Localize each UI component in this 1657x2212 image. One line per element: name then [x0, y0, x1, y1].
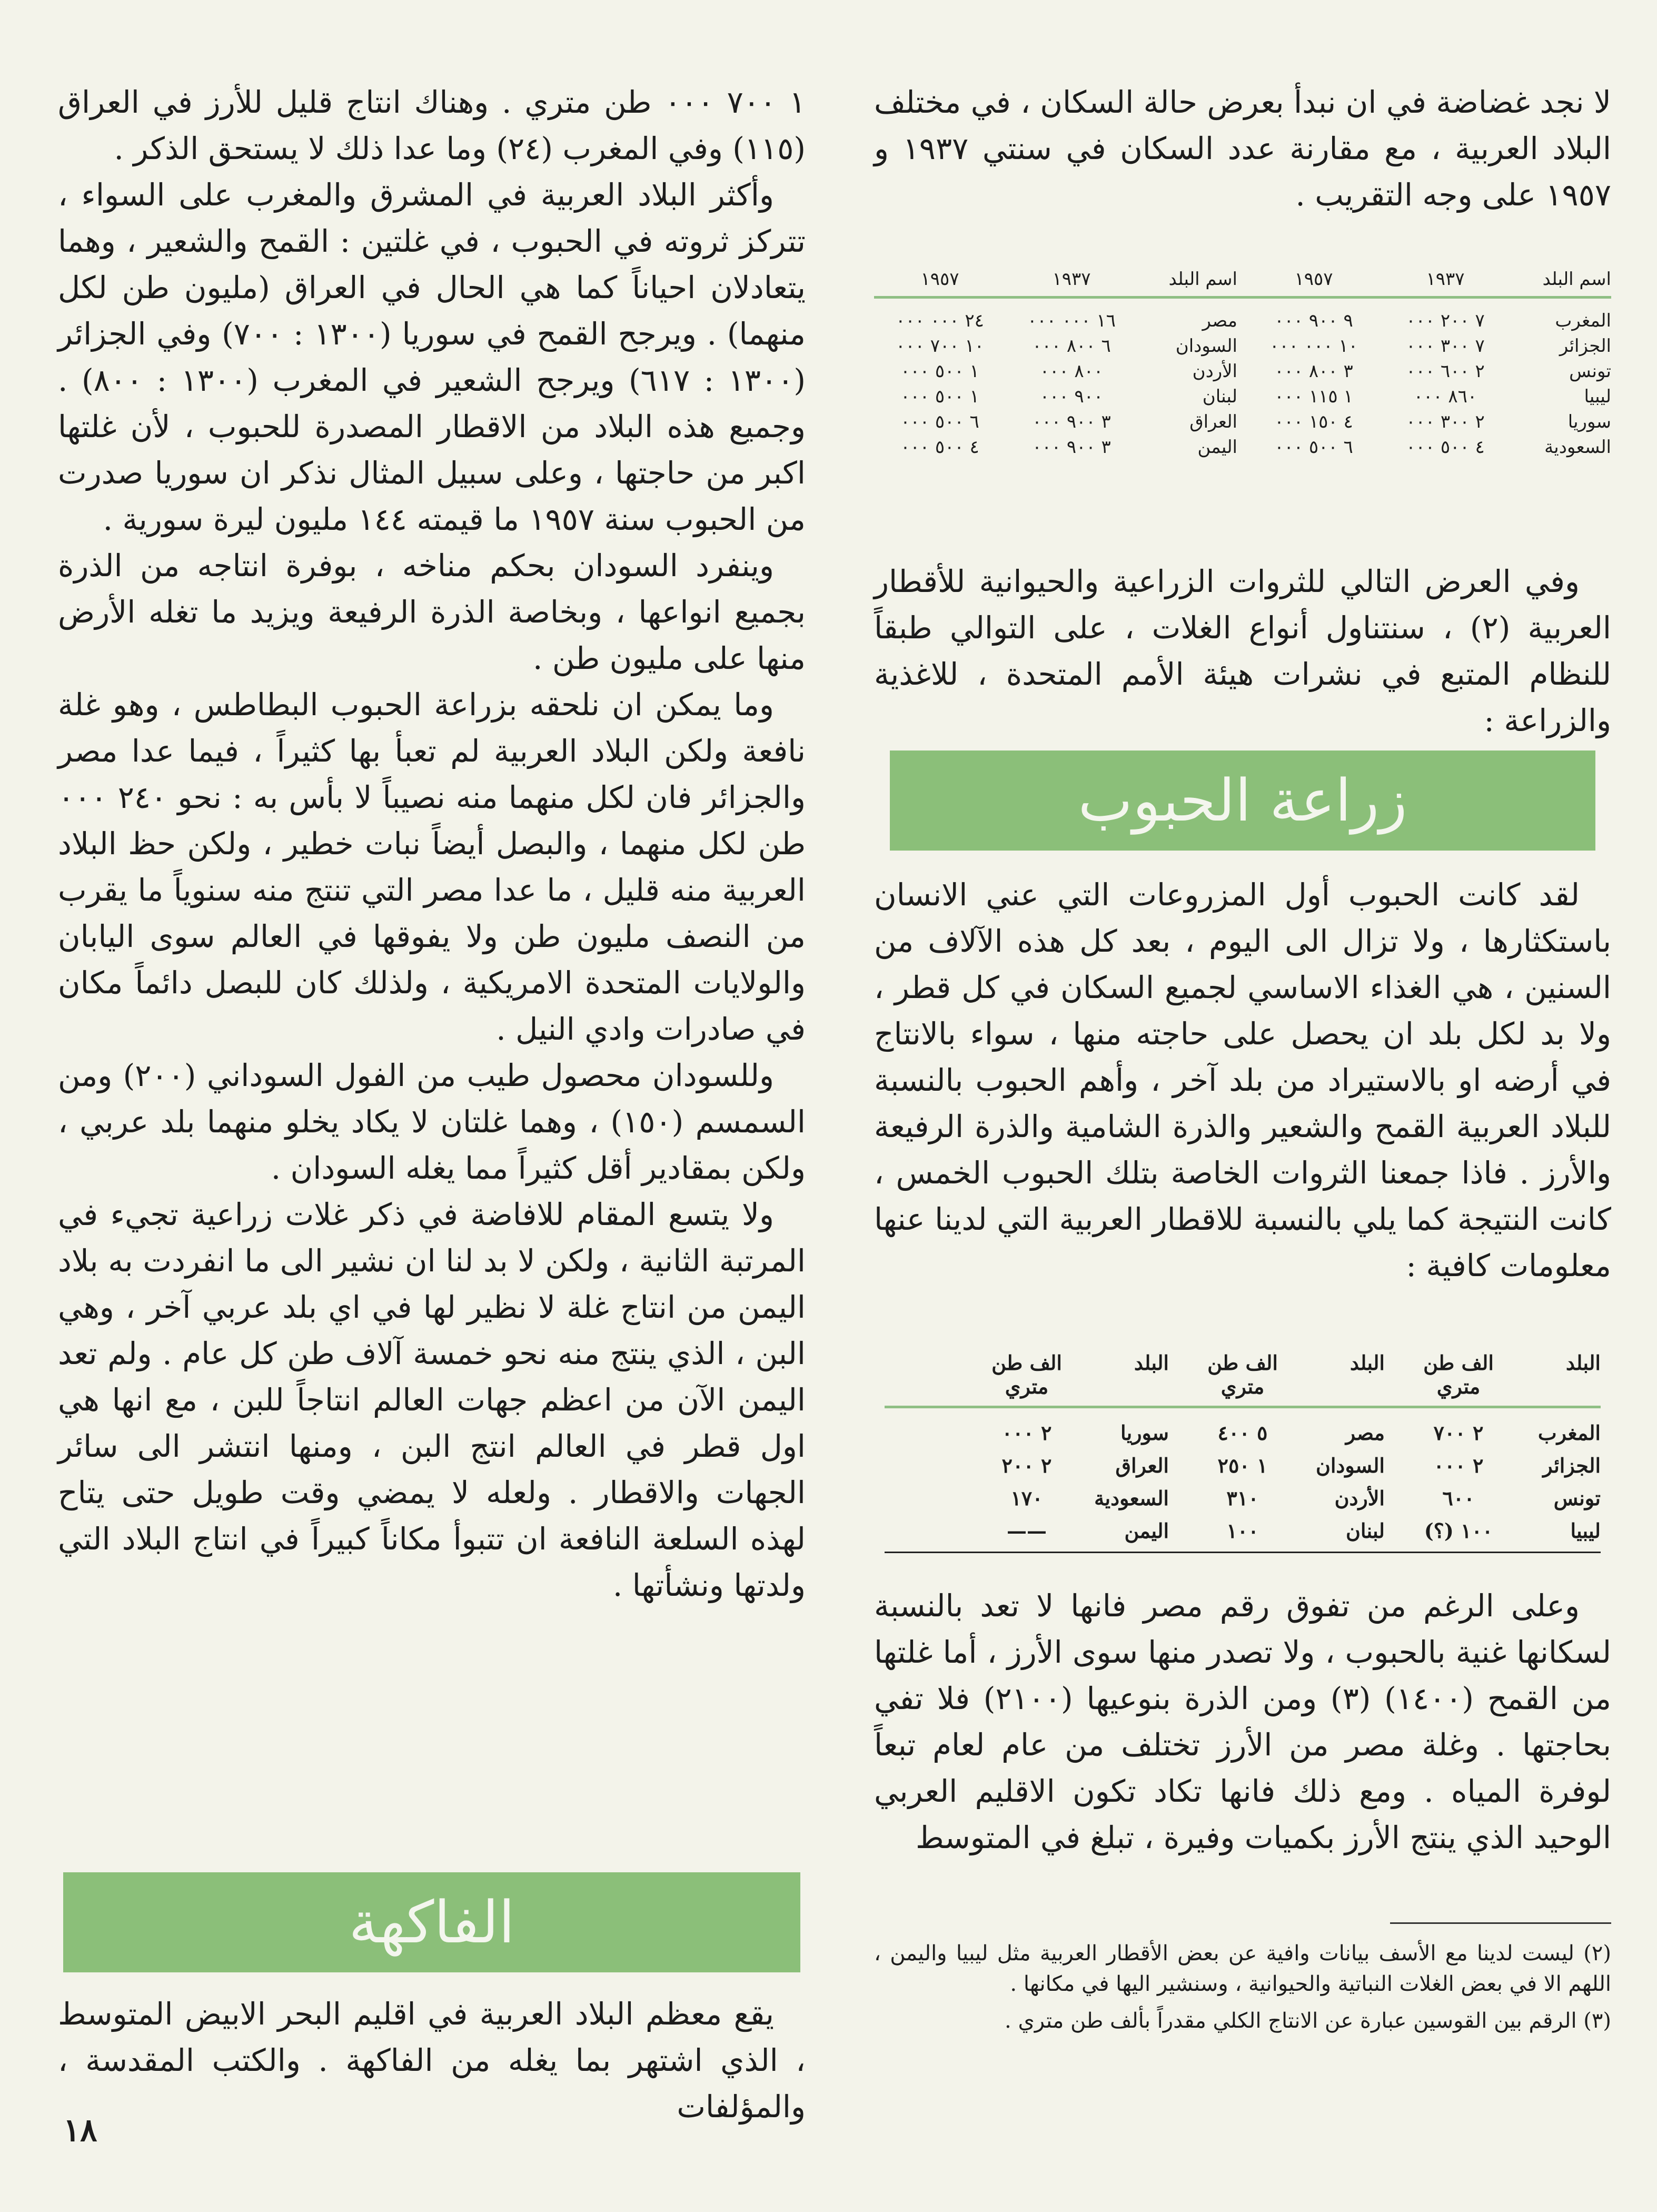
grain-row: [885, 1449, 1601, 1482]
population-table-header: [874, 269, 1611, 299]
population-cell: ٤ ٥٠٠ ٠٠٠: [1406, 437, 1485, 458]
grains-section: [874, 872, 1611, 1289]
peanut-sesame-paragraph: وللسودان محصول طيب من الفول السوداني (٢٠٠) ومن السمسم (١٥٠) ، وهما غلتان لا يكاد يخلو منهما بلد عربي ، ولكن بمقادير أقل كثيراً مما يغله السودان .: [58, 1058, 806, 1186]
header-year-1937: ١٩٣٧: [1426, 269, 1465, 290]
section-banner-grains: [890, 750, 1595, 851]
country-cell: لبنان: [1346, 1519, 1385, 1543]
population-row: [874, 333, 1611, 359]
tons-cell: ١٠٠ (؟): [1424, 1519, 1493, 1543]
population-cell: ٦ ٥٠٠ ٠٠٠: [900, 411, 979, 432]
header-year-1957: ١٩٥٧: [1294, 269, 1333, 290]
tons-cell: ١٠٠: [1226, 1519, 1259, 1543]
population-row: [874, 359, 1611, 384]
header-country: اسم البلد: [1542, 269, 1611, 290]
grain-table-header: [885, 1351, 1601, 1408]
country-cell: الجزائر: [1559, 335, 1611, 357]
grain-row: [885, 1482, 1601, 1515]
header-tons: الف طن متري: [991, 1351, 1062, 1398]
tons-cell: ٢ ٠٠٠: [1001, 1421, 1052, 1445]
header-tons: الف طن متري: [1423, 1351, 1494, 1398]
population-cell: ٦ ٥٠٠ ٠٠٠: [1274, 437, 1353, 458]
population-cell: ٣ ٨٠٠ ٠٠٠: [1274, 361, 1353, 382]
population-row: [874, 308, 1611, 333]
tons-cell: ——: [1007, 1519, 1047, 1543]
tons-cell: ١٧٠: [1010, 1486, 1043, 1510]
header-year-1957: ١٩٥٧: [920, 269, 959, 290]
population-cell: ٤ ١٥٠ ٠٠٠: [1274, 411, 1353, 432]
population-cell: ٣ ٩٠٠ ٠٠٠: [1032, 411, 1111, 432]
population-cell: ٧ ٢٠٠ ٠٠٠: [1406, 310, 1485, 331]
sudan-sorghum-paragraph: وينفرد السودان بحكم مناخه ، بوفرة انتاجه من الذرة بجميع انواعها ، وبخاصة الذرة الرفيعة ويزيد ما تغله الأرض منها على مليون طن .: [58, 548, 806, 676]
grains-paragraph: لقد كانت الحبوب أول المزروعات التي عني الانسان باستكثارها ، ولا تزال الى اليوم ، بعد كل هذه الآلاف من السنين ، هي الغذاء الاساسي لجميع السكان في كل قطر ، ولا بد لكل بلد ان يحصل على حاجته منها ، سواء بالانتاج في أرضه او بالاستيراد من بلد آخر ، وأهم الحبوب بالنسبة للبلاد العربية القمح والشعير والذرة الشامية والذرة الرفيعة والأرز . فاذا جمعنا الثروات الخاصة بتلك الحبوب الخمس ، كانت النتيجة كما يلي بالنسبة للاقطار العربية التي لدينا عنها معلومات كافية :: [874, 877, 1611, 1283]
country-cell: اليمن: [1124, 1519, 1169, 1543]
country-cell: مصر: [1202, 310, 1237, 331]
grain-production-table: [885, 1351, 1601, 1553]
header-tons: الف طن متري: [1207, 1351, 1278, 1398]
country-cell: السودان: [1315, 1454, 1385, 1477]
header-country: البلد: [1565, 1351, 1601, 1375]
right-column-after-table: [874, 558, 1611, 744]
header-year-1937: ١٩٣٧: [1052, 269, 1091, 290]
tons-cell: ٢ ٠٠٠: [1433, 1454, 1484, 1477]
population-row: [874, 384, 1611, 409]
population-cell: ١ ٥٠٠ ٠٠٠: [900, 361, 979, 382]
country-cell: الأردن: [1192, 361, 1237, 382]
country-cell: مصر: [1345, 1421, 1385, 1445]
section-title-grains: زراعة الحبوب: [1078, 767, 1407, 834]
country-cell: سوريا: [1567, 411, 1611, 432]
population-row: [874, 434, 1611, 460]
tons-cell: ٢ ٢٠٠: [1001, 1454, 1052, 1477]
tons-cell: ١ ٢٥٠: [1217, 1454, 1268, 1477]
grain-row: [885, 1417, 1601, 1449]
population-cell: ٦ ٨٠٠ ٠٠٠: [1032, 335, 1111, 357]
country-cell: السودان: [1175, 335, 1237, 357]
fruit-paragraph: يقع معظم البلاد العربية في اقليم البحر الابيض المتوسط ، الذي اشتهر بما يغله من الفاكهة . والكتب المقدسة ، والمؤلفات: [58, 1996, 806, 2125]
tons-cell: ٣١٠: [1226, 1486, 1259, 1510]
tons-cell: ٥ ٤٠٠: [1217, 1421, 1268, 1445]
tons-cell: ٦٠٠: [1442, 1486, 1475, 1510]
country-cell: ليبيا: [1584, 386, 1611, 407]
footnotes: [874, 1938, 1611, 2042]
country-cell: العراق: [1115, 1454, 1169, 1477]
country-cell: سوريا: [1120, 1421, 1169, 1445]
egypt-grains-paragraph: وعلى الرغم من تفوق رقم مصر فانها لا تعد بالنسبة لسكانها غنية بالحبوب ، ولا تصدر منها سوى الأرز ، أما غلتها من القمح (١٤٠٠) (٣) ومن الذرة بنوعيها (٢١٠٠) فلا تفي بحاجتها . وغلة مصر من الأرز تختلف من عام لعام تبعاً لوفرة المياه . ومع ذلك فانها تكاد تكون الاقليم العربي الوحيد الذي ينتج الأرز بكميات وفيرة ، تبلغ في المتوسط: [874, 1588, 1611, 1855]
population-cell: ٨٦٠ ٠٠٠: [1413, 386, 1477, 407]
intro-paragraph: لا نجد غضاضة في ان نبدأ بعرض حالة السكان ، في مختلف البلاد العربية ، مع مقارنة عدد السكان في سنتي ١٩٣٧ و ١٩٥٧ على وجه التقريب .: [874, 84, 1611, 213]
country-cell: تونس: [1569, 361, 1611, 382]
population-table: [874, 269, 1611, 460]
population-cell: ١ ١١٥ ٠٠٠: [1274, 386, 1353, 407]
potato-onion-paragraph: وما يمكن ان نلحقه بزراعة الحبوب البطاطس ، وهو غلة نافعة ولكن البلاد العربية لم تعبأ بها كثيراً ، فيما عدا مصر والجزائر فان لكل منهما منه نصيباً لا بأس به : نحو ٢٤٠ ٠٠٠ طن لكل منهما ، والبصل أيضاً نبات خطير ، ولكن حظ البلاد العربية منه قليل ، ما عدا مصر التي تنتج منه سنوياً ما يقرب من النصف مليون طن ولا يفوقها في العالم سوى اليابان والولايات المتحدة الامريكية ، ولذلك كان للبصل دائماً مكان في صادرات وادي النيل .: [58, 687, 806, 1047]
population-cell: ١٠ ٠٠٠ ٠٠٠: [1269, 335, 1358, 357]
country-cell: الأردن: [1334, 1486, 1385, 1510]
country-cell: السعودية: [1094, 1486, 1169, 1510]
population-cell: ٢ ٣٠٠ ٠٠٠: [1406, 411, 1485, 432]
population-cell: ٤ ٥٠٠ ٠٠٠: [900, 437, 979, 458]
header-country: اسم البلد: [1168, 269, 1237, 290]
agriculture-intro-paragraph: وفي العرض التالي للثروات الزراعية والحيوانية للأقطار العربية (٢) ، سنتناول أنواع الغلات ، على التوالي طبقاً للنظام المتبع في نشرات هيئة الأمم المتحدة ، للاغذية والزراعة :: [874, 564, 1612, 738]
tons-cell: ٢ ٧٠٠: [1433, 1421, 1484, 1445]
table-bottom-rule: [885, 1552, 1601, 1553]
population-cell: ٢٤ ٠٠٠ ٠٠٠: [896, 310, 984, 331]
country-cell: ليبيا: [1570, 1519, 1601, 1543]
population-cell: ١٠ ٧٠٠ ٠٠٠: [896, 335, 984, 357]
header-country: البلد: [1350, 1351, 1385, 1375]
yemen-coffee-paragraph: ولا يتسع المقام للافاضة في ذكر غلات زراعية تجيء في المرتبة الثانية ، ولكن لا بد لنا ان نشير الى ما انفردت به بلاد اليمن من انتاج غلة لا نظير لها في اي بلد عربي آخر ، وهي البن ، الذي ينتج منه نحو خمسة آلاف طن كل عام . ولم تعد اليمن الآن من اعظم جهات العالم انتاجاً للبن ، مع انها هي اول قطر في العالم انتج البن ، ومنها انتشر الى سائر الجهات والاقطار . ولعله لا يمضي وقت طويل حتى يتاح لهذه السلعة النافعة ان تتبوأ مكاناً كبيراً في انتاج البلاد التي ولدتها ونشأتها .: [58, 1197, 806, 1603]
footnote-rule: [1390, 1922, 1611, 1924]
section-title-fruit: الفاكهة: [349, 1889, 515, 1956]
wheat-barley-paragraph: وأكثر البلاد العربية في المشرق والمغرب على السواء ، تتركز ثروته في الحبوب ، في غلتين : القمح والشعير ، وهما يتعادلان احياناً كما هي الحال في العراق (مليون طن لكل منهما) . ويرجح القمح في سوريا (١٣٠٠ : ٧٠٠) وفي الجزائر (١٣٠٠ : ٦١٧) ويرجح الشعير في المغرب (١٣٠٠ : ٨٠٠) . وجميع هذه البلاد من الاقطار المصدرة للحبوب ، لأن غلتها اكبر من حاجتها ، وعلى سبيل المثال نذكر ان سوريا صدرت من الحبوب سنة ١٩٥٧ ما قيمته ١٤٤ مليون ليرة سورية .: [58, 177, 806, 537]
country-cell: المغرب: [1555, 310, 1611, 331]
country-cell: السعودية: [1544, 437, 1611, 458]
population-row: [874, 409, 1611, 434]
population-cell: ٣ ٩٠٠ ٠٠٠: [1032, 437, 1111, 458]
population-cell: ١٦ ٠٠٠ ٠٠٠: [1027, 310, 1116, 331]
rice-paragraph: ١ ٧٠٠ ٠٠٠ طن متري . وهناك انتاج قليل للأرز في العراق (١١٥) وفي المغرب (٢٤) وما عدا ذلك لا يستحق الذكر .: [58, 84, 806, 166]
population-cell: ٧ ٣٠٠ ٠٠٠: [1406, 335, 1485, 357]
grain-row: [885, 1515, 1601, 1547]
footnote-2: (٢) ليست لدينا مع الأسف بيانات وافية عن بعض الأقطار العربية مثل ليبيا واليمن ، اللهم الا في بعض الغلات النباتية والحيوانية ، وسنشير اليها في مكانها .: [874, 1941, 1611, 1996]
section-banner-fruit: [63, 1872, 800, 1972]
header-country: البلد: [1134, 1351, 1169, 1375]
country-cell: المغرب: [1537, 1421, 1601, 1445]
population-cell: ٨٠٠ ٠٠٠: [1039, 361, 1104, 382]
population-cell: ٩٠٠ ٠٠٠: [1039, 386, 1104, 407]
country-cell: لبنان: [1202, 386, 1237, 407]
fruit-section: [58, 1991, 806, 2130]
country-cell: الجزائر: [1543, 1454, 1601, 1477]
country-cell: اليمن: [1197, 437, 1237, 458]
population-cell: ١ ٥٠٠ ٠٠٠: [900, 386, 979, 407]
footnote-3: (٣) الرقم بين القوسين عبارة عن الانتاج الكلي مقدراً بألف طن متري .: [1005, 2009, 1611, 2033]
after-grain-table: [874, 1583, 1611, 1861]
left-column: [58, 79, 806, 1608]
country-cell: تونس: [1553, 1486, 1601, 1510]
country-cell: العراق: [1189, 411, 1237, 432]
right-column: [874, 79, 1611, 218]
population-cell: ٩ ٩٠٠ ٠٠٠: [1274, 310, 1353, 331]
population-cell: ٢ ٦٠٠ ٠٠٠: [1406, 361, 1485, 382]
page-number: ١٨: [63, 2112, 97, 2149]
